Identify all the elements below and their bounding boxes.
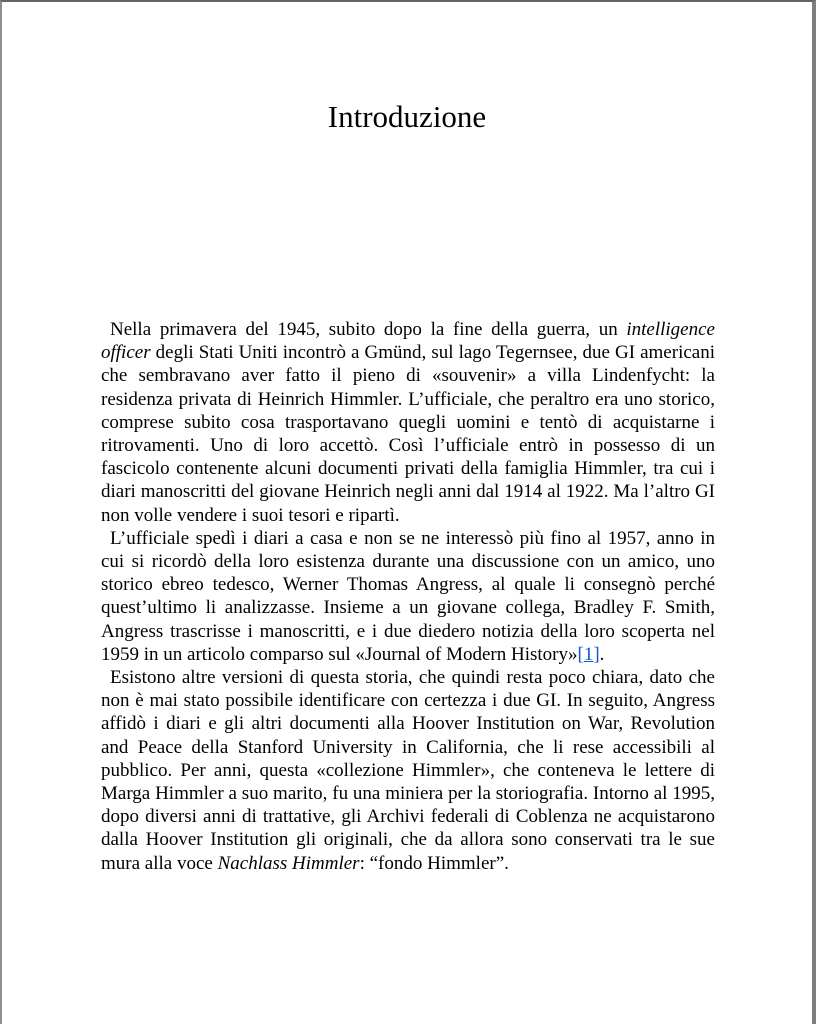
text-run: : “fondo Himmler”. (359, 852, 509, 874)
footnote-ref-link[interactable]: [1] (577, 643, 600, 665)
body-text-block (101, 318, 715, 875)
text-run: Esistono altre versioni di questa storia, che quindi resta poco chiara, dato che non è mai stato possibile identificare con certezza i due GI. In seguito, Angress affidò i diari e gli altri documenti alla Hoover Institution on War, Revolution and Peace della Stanford University in California, che li rese accessibili al pubblico. Per anni, questa «collezione Himmler», che conteneva le lettere di Marga Himmler a suo marito, fu una miniera per la storiografia. Intorno al 1995, dopo diversi anni di trattative, gli Archivi federali di Coblenza ne acquistarono dalla Hoover Institution gli originali, che da allora sono conservati tra le sue mura alla voce (101, 667, 715, 874)
paragraph (101, 527, 715, 666)
italic-text-run: Nachlass Himmler (217, 852, 360, 874)
text-run: L’ufficiale spedì i diari a casa e non se ne interessò più fino al 1957, anno in cui si ricordò della loro esistenza durante una discussione con un amico, uno storico ebreo tedesco, Werner Thomas Angress, al quale li consegnò perché quest’ultimo li analizzasse. Insieme a un giovane collega, Bradley F. Smith, Angress trascrisse i manoscritti, e i due diedero notizia della loro scoperta nel 1959 in un articolo comparso sul «Journal of Modern History» (101, 527, 715, 665)
text-run: Nella primavera del 1945, subito dopo la fine della guerra, un (110, 319, 627, 340)
text-run: degli Stati Uniti incontrò a Gmünd, sul lago Tegernsee, due GI americani che sembravano aver fatto il pieno di «souvenir» a villa Lindenfycht: la residenza privata di Heinrich Himmler. L’ufficiale, che peraltro era uno storico, comprese subito cosa trasportavano quegli uomini e tentò di acquistarne i ritrovamenti. Uno di loro accettò. Così l’ufficiale entrò in possesso di un fascicolo contenente alcuni documenti privati della famiglia Himmler, tra cui i diari manoscritti del giovane Heinrich negli anni dal 1914 al 1922. Ma l’altro GI non volle vendere i suoi tesori e ripartì. (101, 342, 715, 526)
chapter-title: Introduzione (327, 99, 487, 134)
paragraph (101, 666, 715, 875)
paragraph (101, 318, 715, 527)
italic-text-run: intelligence officer (101, 319, 715, 364)
text-run: . (599, 643, 605, 665)
